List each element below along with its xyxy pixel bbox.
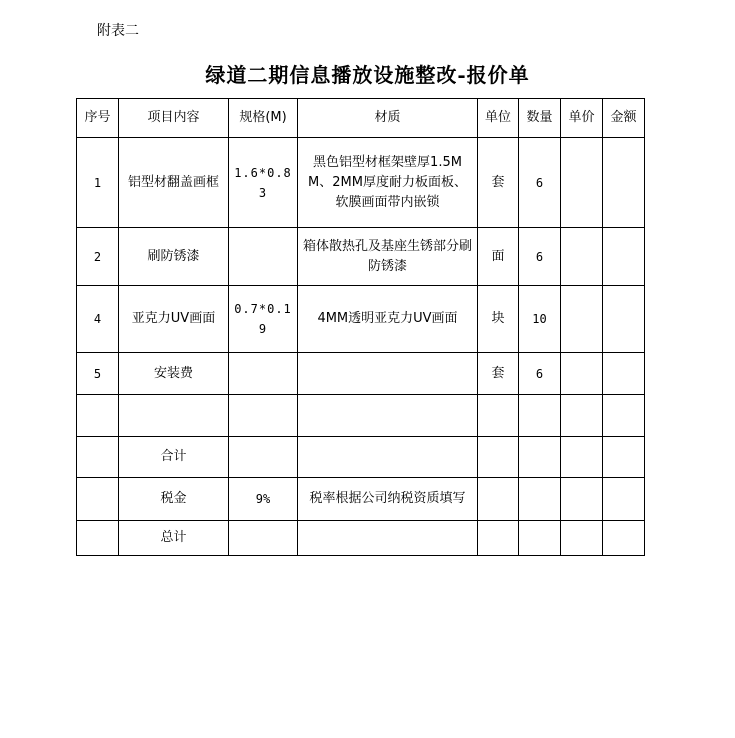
row-amount [603, 353, 645, 395]
table-row [77, 353, 645, 395]
row-unit: 套 [478, 353, 519, 395]
header-qty: 数量 [519, 99, 561, 138]
quote-table [76, 98, 645, 556]
row-amount [603, 286, 645, 353]
empty-cell [561, 521, 603, 556]
empty-cell [519, 395, 561, 437]
empty-cell [229, 437, 298, 478]
row-unit-price [561, 286, 603, 353]
document-title: 绿道二期信息播放设施整改-报价单 [205, 63, 530, 87]
row-spec: 0.7*0.19 [229, 286, 298, 353]
row-material [298, 353, 478, 395]
empty-row [77, 395, 645, 437]
row-unit: 面 [478, 228, 519, 286]
row-spec: 1.6*0.83 [229, 138, 298, 228]
empty-cell [298, 395, 478, 437]
header-unit: 单位 [478, 99, 519, 138]
empty-cell [519, 437, 561, 478]
table-row [77, 286, 645, 353]
row-qty: 6 [519, 228, 561, 286]
total-label: 总计 [119, 521, 229, 556]
header-seq: 序号 [77, 99, 119, 138]
total-row [77, 521, 645, 556]
row-unit-price [561, 353, 603, 395]
header-material: 材质 [298, 99, 478, 138]
tax-label: 税金 [119, 478, 229, 521]
row-material: 4MM透明亚克力UV画面 [298, 286, 478, 353]
annex-label: 附表二 [97, 23, 139, 39]
row-item: 亚克力UV画面 [119, 286, 229, 353]
row-amount [603, 228, 645, 286]
subtotal-label: 合计 [119, 437, 229, 478]
header-spec: 规格(M) [229, 99, 298, 138]
tax-row [77, 478, 645, 521]
empty-cell [561, 478, 603, 521]
row-unit: 块 [478, 286, 519, 353]
empty-cell [478, 478, 519, 521]
empty-cell [561, 437, 603, 478]
tax-rate: 9% [229, 478, 298, 521]
empty-cell [77, 478, 119, 521]
row-seq: 4 [77, 286, 119, 353]
empty-cell [603, 478, 645, 521]
row-spec [229, 228, 298, 286]
row-qty: 6 [519, 353, 561, 395]
empty-cell [519, 521, 561, 556]
empty-cell [77, 437, 119, 478]
empty-cell [77, 395, 119, 437]
empty-cell [298, 437, 478, 478]
header-item: 项目内容 [119, 99, 229, 138]
header-row [77, 99, 645, 138]
subtotal-row [77, 437, 645, 478]
row-item: 铝型材翻盖画框 [119, 138, 229, 228]
empty-cell [478, 437, 519, 478]
header-amount: 金额 [603, 99, 645, 138]
empty-cell [478, 521, 519, 556]
tax-note: 税率根据公司纳税资质填写 [298, 478, 478, 521]
row-unit-price [561, 228, 603, 286]
row-qty: 10 [519, 286, 561, 353]
row-seq: 5 [77, 353, 119, 395]
empty-cell [119, 395, 229, 437]
row-material: 箱体散热孔及基座生锈部分刷防锈漆 [298, 228, 478, 286]
row-unit: 套 [478, 138, 519, 228]
row-item: 刷防锈漆 [119, 228, 229, 286]
empty-cell [519, 478, 561, 521]
table-row [77, 138, 645, 228]
row-unit-price [561, 138, 603, 228]
empty-cell [561, 395, 603, 437]
header-unit-price: 单价 [561, 99, 603, 138]
empty-cell [77, 521, 119, 556]
row-qty: 6 [519, 138, 561, 228]
empty-cell [229, 521, 298, 556]
row-seq: 2 [77, 228, 119, 286]
empty-cell [603, 395, 645, 437]
empty-cell [478, 395, 519, 437]
row-amount [603, 138, 645, 228]
empty-cell [603, 437, 645, 478]
table-row [77, 228, 645, 286]
empty-cell [298, 521, 478, 556]
row-item: 安装费 [119, 353, 229, 395]
row-material: 黑色铝型材框架壁厚1.5MM、2MM厚度耐力板面板、软膜画面带内嵌锁 [298, 138, 478, 228]
row-spec [229, 353, 298, 395]
empty-cell [229, 395, 298, 437]
empty-cell [603, 521, 645, 556]
row-seq: 1 [77, 138, 119, 228]
